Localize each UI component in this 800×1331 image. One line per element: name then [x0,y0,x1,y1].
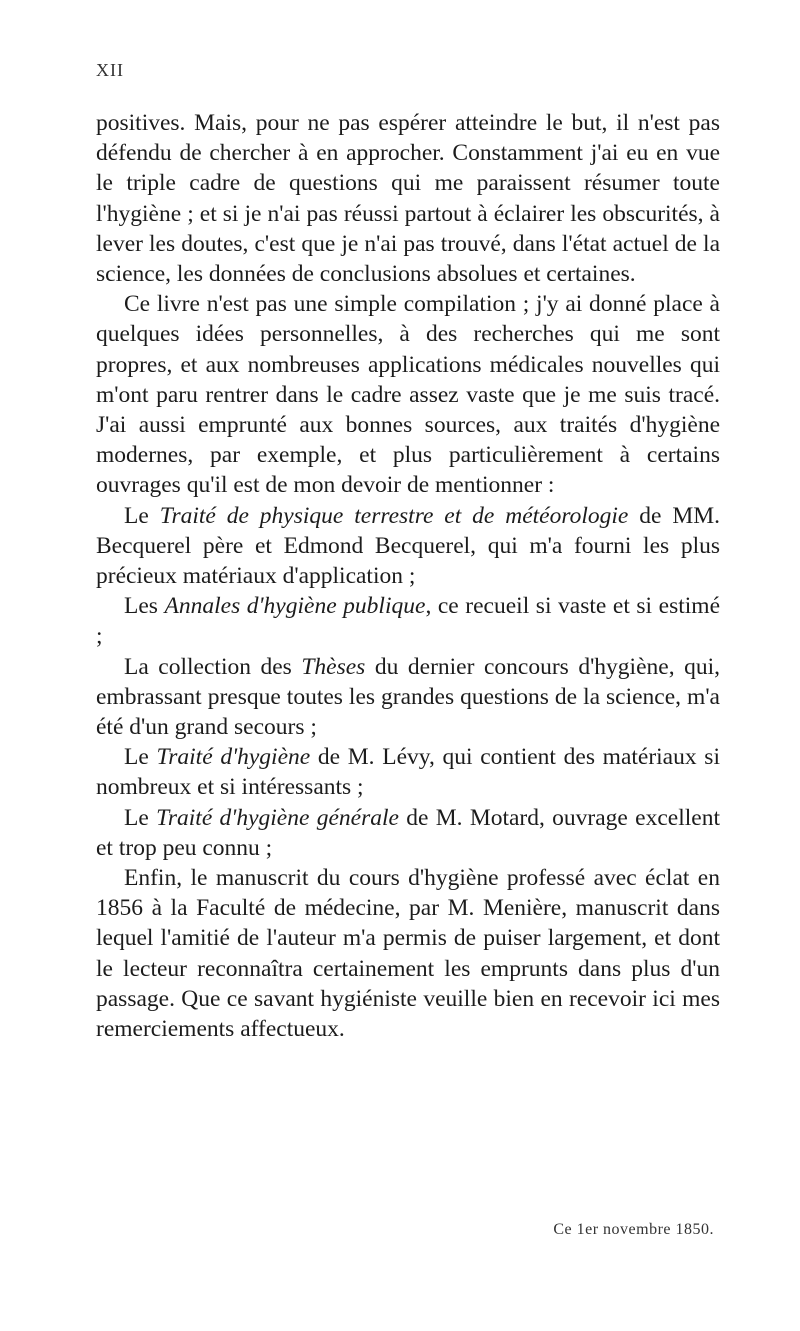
paragraph-7: Le Traité d'hygiène générale de M. Motard, ouvrage excellent et trop peu connu ; [96,804,720,861]
body-text [96,108,720,1044]
paragraph-3: Le Traité de physique terrestre et de météorologie de MM. Becquerel père et Edmond Becquerel, qui m'a fourni les plus précieux matériaux d'application ; [96,502,720,590]
page-number: XII [96,60,124,80]
date-line: Ce 1er novembre 1850. [553,1221,714,1238]
paragraph-5: La collection des Thèses du dernier concours d'hygiène, qui, embrassant presque toutes les grandes questions de la science, m'a été d'un grand secours ; [96,653,720,741]
paragraph-1: positives. Mais, pour ne pas espérer atteindre le but, il n'est pas défendu de chercher à en approcher. Constamment j'ai eu en vue le triple cadre de questions qui me paraissent résumer toute l'hygiène ; et si je n'ai pas réussi partout à éclairer les obscurités, à lever les doutes, c'est que je n'ai pas trouvé, dans l'état actuel de la science, les données de conclusions absolues et certaines. [96,110,720,288]
paragraph-4: Les Annales d'hygiène publique, ce recueil si vaste et si estimé ; [96,593,720,650]
paragraph-8: Enfin, le manuscrit du cours d'hygiène professé avec éclat en 1856 à la Faculté de médecine, par M. Menière, manuscrit dans lequel l'amitié de l'auteur m'a permis de puiser largement, et dont le lecteur reconnaîtra certainement les emprunts dans plus d'un passage. Que ce savant hygiéniste veuille bien en recevoir ici mes remerciements affectueux. [96,865,720,1043]
paragraph-6: Le Traité d'hygiène de M. Lévy, qui contient des matériaux si nombreux et si intéressants ; [96,744,720,801]
paragraph-2: Ce livre n'est pas une simple compilation ; j'y ai donné place à quelques idées personnelles, à des recherches qui me sont propres, et aux nombreuses applications médicales nouvelles qui m'ont paru rentrer dans le cadre assez vaste que je me suis tracé. J'ai aussi emprunté aux bonnes sources, aux traités d'hygiène modernes, par exemple, et plus particulièrement à certains ouvrages qu'il est de mon devoir de mentionner : [96,291,720,499]
